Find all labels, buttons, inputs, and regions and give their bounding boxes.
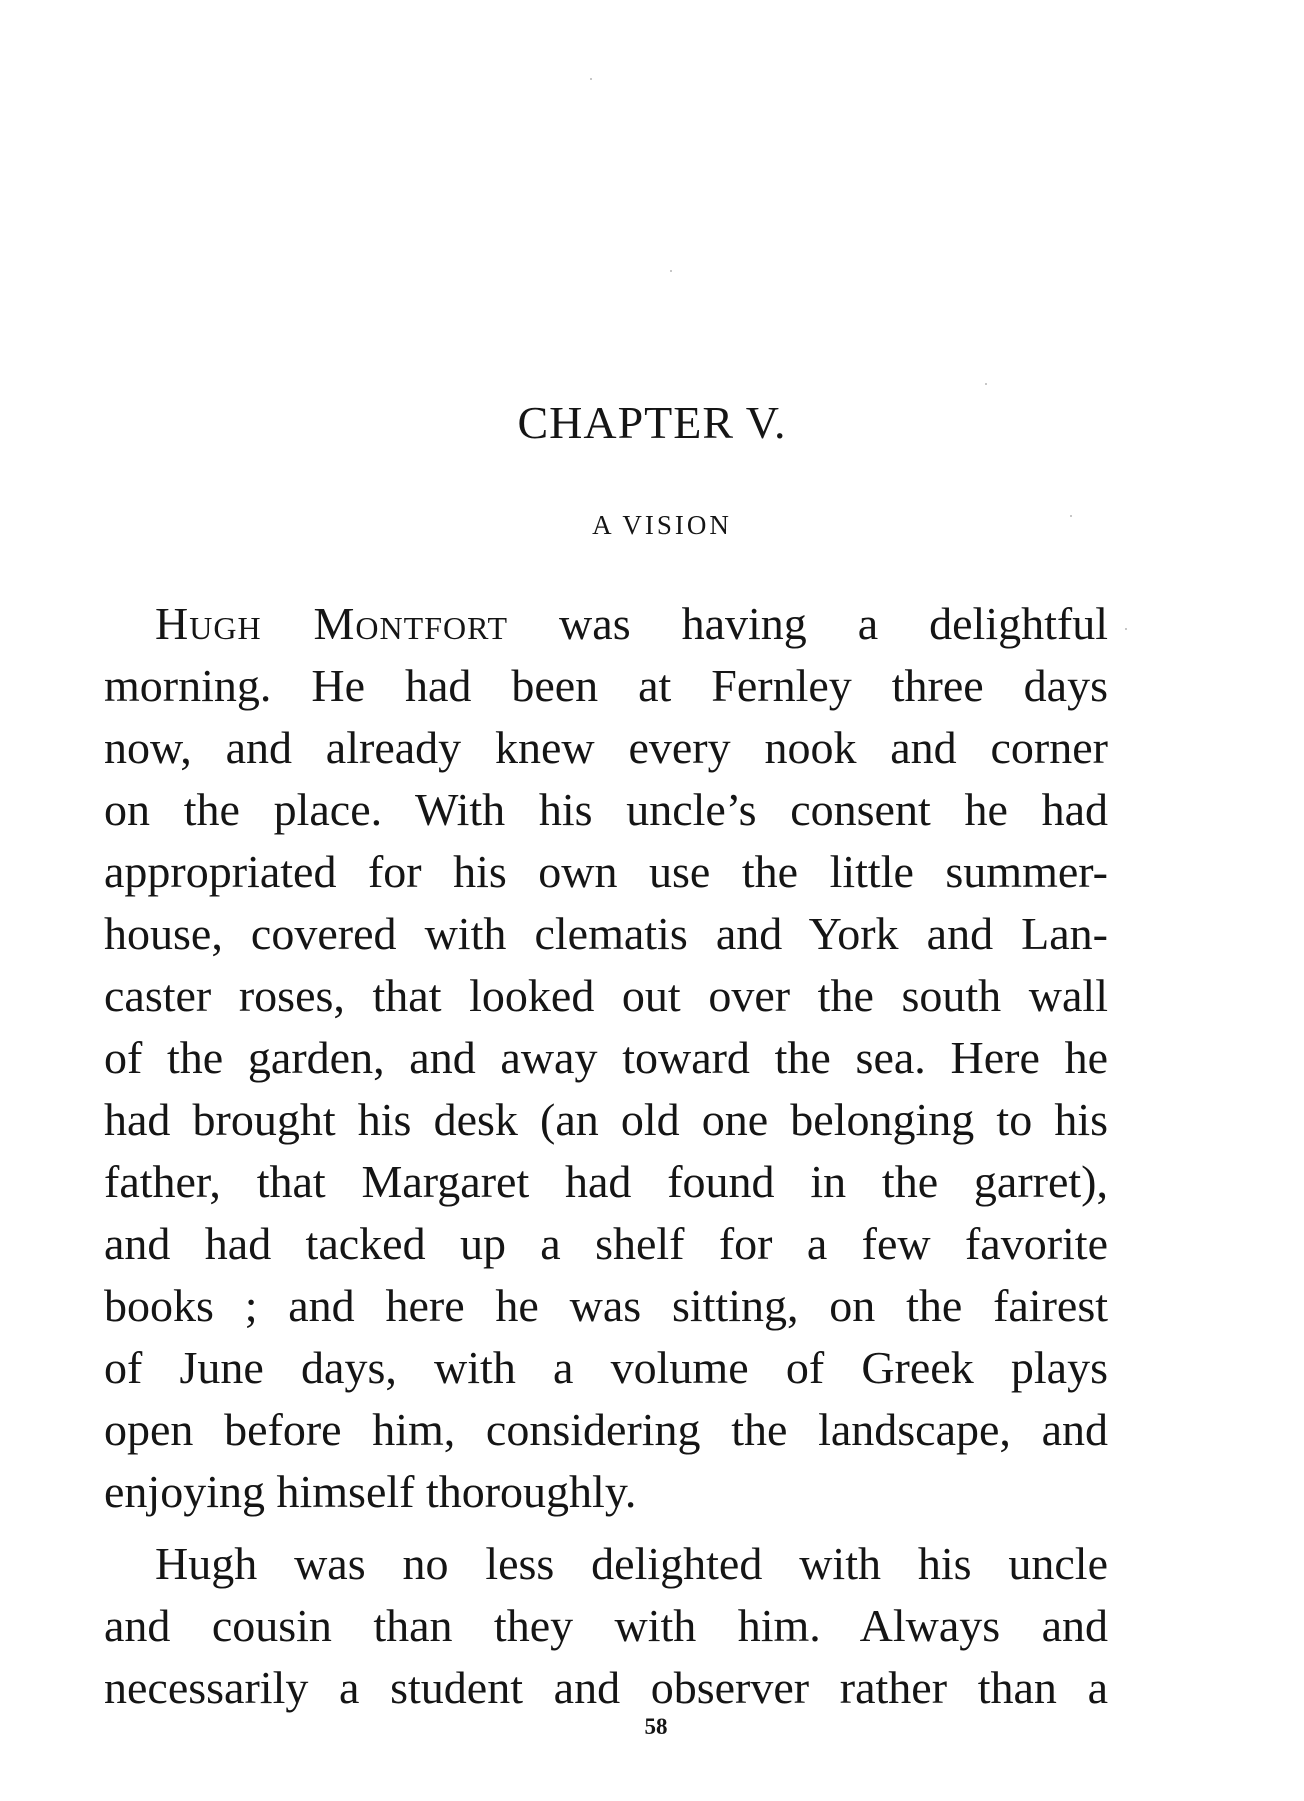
paper-speck xyxy=(590,78,592,80)
text-line xyxy=(104,593,1108,655)
text-line: now, and already knew every nook and corner xyxy=(104,722,1108,773)
text-line: had brought his desk (an old one belonging to his xyxy=(104,1094,1108,1145)
text-line: open before him, considering the landscape, and xyxy=(104,1404,1108,1455)
page-number: 58 xyxy=(644,1714,668,1739)
paper-speck xyxy=(985,383,987,385)
chapter-title: CHAPTER V. xyxy=(517,397,787,448)
text-line: and cousin than they with him. Always and xyxy=(104,1600,1108,1651)
text-line: of the garden, and away toward the sea. Here he xyxy=(104,1032,1108,1083)
text-line: on the place. With his uncle’s consent he had xyxy=(104,784,1108,835)
opening-name: Hugh Montfort xyxy=(155,598,509,649)
text-line-segment: was having a delightful xyxy=(508,598,1108,649)
text-line: and had tacked up a shelf for a few favorite xyxy=(104,1218,1108,1269)
text-line: morning. He had been at Fernley three days xyxy=(104,660,1108,711)
chapter-subtitle: A VISION xyxy=(592,510,732,540)
text-line: house, covered with clematis and York and Lan- xyxy=(104,908,1108,959)
text-line: Hugh was no less delighted with his uncle xyxy=(155,1538,1108,1589)
paper-speck xyxy=(670,270,672,272)
paper-speck xyxy=(1125,628,1127,630)
text-line: books ; and here he was sitting, on the fairest xyxy=(104,1280,1108,1331)
text-line: enjoying himself thoroughly. xyxy=(104,1466,637,1517)
text-line: of June days, with a volume of Greek plays xyxy=(104,1342,1108,1393)
text-line: father, that Margaret had found in the garret), xyxy=(104,1156,1108,1207)
text-line: necessarily a student and observer rather than a xyxy=(104,1662,1108,1713)
text-line: appropriated for his own use the little summer- xyxy=(104,846,1108,897)
body-text xyxy=(104,593,1108,1719)
text-line: caster roses, that looked out over the south wall xyxy=(104,970,1108,1021)
